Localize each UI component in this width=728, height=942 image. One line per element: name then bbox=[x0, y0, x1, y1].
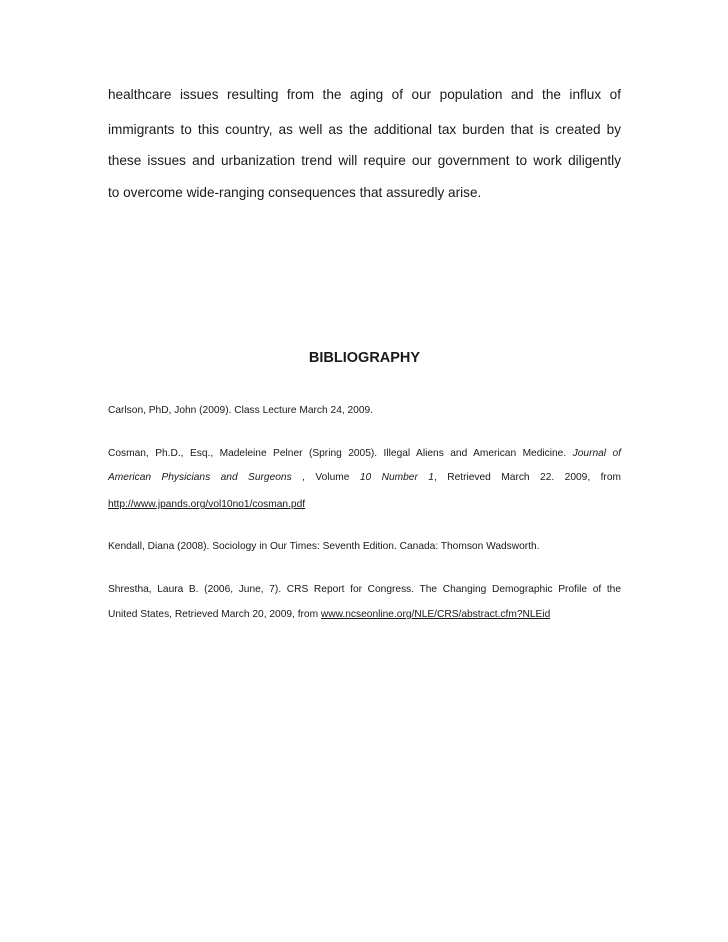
cosman-url-link[interactable]: http://www.jpands.org/vol10no1/cosman.pdf bbox=[108, 499, 306, 510]
paragraph-line-4: to overcome wide-ranging consequences that assuredly arise. bbox=[108, 185, 482, 200]
paragraph-line-3: these issues and urbanization trend will require our government to work diligently bbox=[108, 153, 621, 168]
bib-text: , Retrieved March 22. 2009, from bbox=[433, 472, 621, 483]
bib-entry-carlson: Carlson, PhD, John (2009). Class Lecture March 24, 2009. bbox=[108, 405, 374, 416]
paragraph-line-2: immigrants to this country, as well as the additional tax burden that is created by bbox=[108, 122, 621, 137]
bib-entry-cosman-line-2 bbox=[108, 471, 621, 485]
bib-entry-kendall: Kendall, Diana (2008). Sociology in Our Times: Seventh Edition. Canada: Thomson Wadsworth. bbox=[108, 541, 540, 552]
bib-entry-cosman-line-3 bbox=[108, 498, 621, 512]
journal-title: Journal of bbox=[572, 448, 621, 459]
bib-entry-shrestha-line-2 bbox=[108, 608, 621, 622]
volume-number: 10 Number 1 bbox=[359, 472, 434, 483]
bib-text: , Volume bbox=[302, 472, 350, 483]
shrestha-url-link[interactable]: www.ncseonline.org/NLE/CRS/abstract.cfm?NLEid bbox=[320, 609, 551, 620]
paragraph-line-1: healthcare issues resulting from the aging of our population and the influx of bbox=[108, 87, 621, 102]
bib-entry-shrestha-line-1: Shrestha, Laura B. (2006, June, 7). CRS Report for Congress. The Changing Demographic Profile of the bbox=[108, 584, 621, 595]
journal-title: American Physicians and Surgeons bbox=[108, 472, 292, 483]
bibliography-heading: BIBLIOGRAPHY bbox=[308, 350, 421, 366]
bib-text: United States, Retrieved March 20, 2009, from bbox=[108, 609, 319, 620]
bib-entry-cosman-line-1 bbox=[108, 447, 621, 461]
bib-text: Cosman, Ph.D., Esq., Madeleine Pelner (Spring 2005). Illegal Aliens and American Medicine. bbox=[108, 448, 567, 459]
